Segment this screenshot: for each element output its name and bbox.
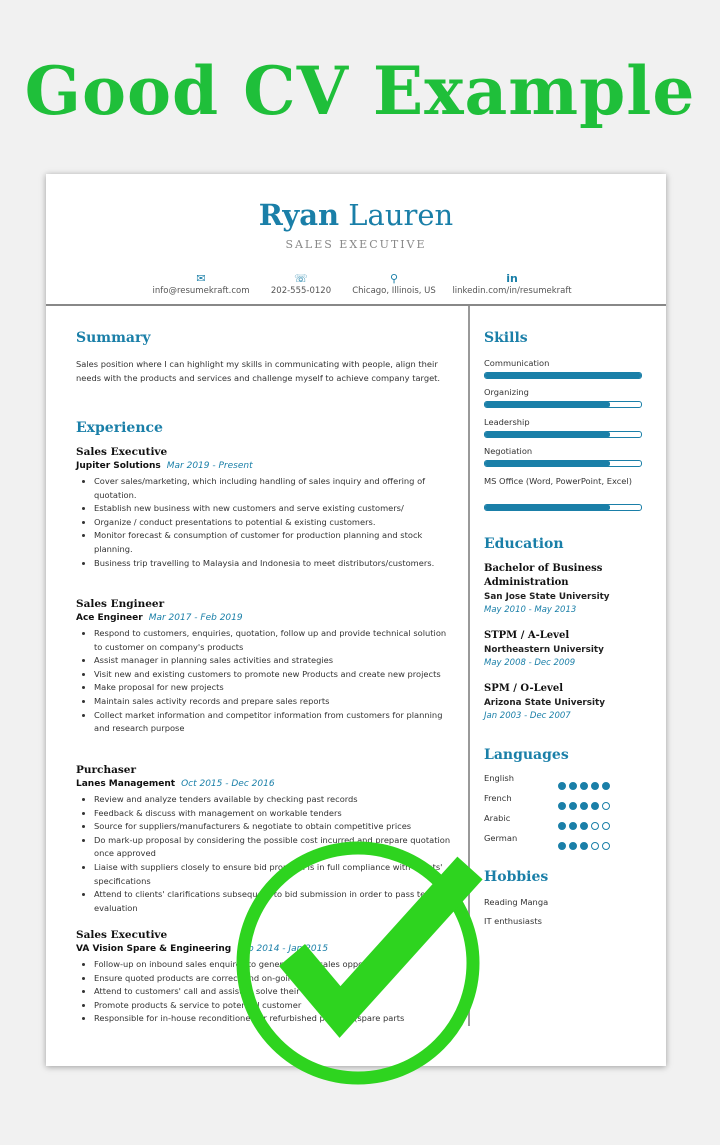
job-company: VA Vision Spare & Engineering xyxy=(76,944,232,954)
job-title: Purchaser xyxy=(76,764,137,776)
skill-label: Organizing xyxy=(484,387,529,397)
education-degree: STPM / A-Level xyxy=(484,630,570,641)
job-company: Lanes Management xyxy=(76,779,176,789)
skill-label: Communication xyxy=(484,358,550,368)
education-degree: SPM / O-Level xyxy=(484,683,564,694)
list-item: • Maintain sales activity records and prepare sales reports xyxy=(94,695,456,709)
list-item: • Visit new and existing customers to promote new Products and create new projects xyxy=(94,668,456,682)
list-item: • Liaise with suppliers closely to ensure bid proposal is in full compliance with clients' specifications xyxy=(94,861,456,888)
list-item: • Cover sales/marketing, which including handling of sales inquiry and offering of quotation. xyxy=(94,475,456,502)
job-dates: Mar 2017 - Feb 2019 xyxy=(148,613,243,623)
languages-heading: Languages xyxy=(484,747,569,763)
list-item: • Establish new business with new customers and serve existing customers/ xyxy=(94,502,456,516)
skill-label: MS Office (Word, PowerPoint, Excel) xyxy=(484,476,632,486)
list-item: • Do mark-up proposal by considering the possible cost incurred and prepare quotation once approved xyxy=(94,834,456,861)
list-item: • Make proposal for new projects xyxy=(94,681,456,695)
education-degree: Bachelor of Business Administration xyxy=(484,563,603,588)
skill-label: Leadership xyxy=(484,417,530,427)
education-dates: May 2010 - May 2013 xyxy=(484,605,577,615)
linkedin-icon: in xyxy=(506,272,518,285)
list-item: • Respond to customers, enquiries, quotation, follow up and provide technical solution to customer on company's products xyxy=(94,627,456,654)
job-dates: Feb 2014 - Jan 2015 xyxy=(237,944,329,954)
linkedin-text: linkedin.com/in/resumekraft xyxy=(452,286,572,296)
email-icon: ✉ xyxy=(196,272,206,285)
job-dates: Mar 2019 - Present xyxy=(166,461,253,471)
job-title: Sales Executive xyxy=(76,929,168,941)
hobbies-heading: Hobbies xyxy=(484,869,549,885)
list-item: • Responsible for in-house reconditioned or refurbished product (spare parts xyxy=(94,1012,456,1026)
list-item: • Attend to customers' call and assist to solve their issues xyxy=(94,985,456,999)
education-dates: May 2008 - Dec 2009 xyxy=(484,658,576,668)
job-title: Sales Executive xyxy=(76,446,168,458)
education-school: Arizona State University xyxy=(484,698,605,708)
hobby-item: IT enthusiasts xyxy=(484,916,542,926)
list-item: • Promote products & service to potential customer xyxy=(94,999,456,1013)
list-item: • Attend to clients' clarifications subsequent to bid submission in order to pass technical evaluation xyxy=(94,888,456,915)
location-pin-icon: ⚲ xyxy=(389,272,399,285)
education-school: Northeastern University xyxy=(484,645,604,655)
language-name: English xyxy=(484,773,514,783)
summary-heading: Summary xyxy=(76,330,151,346)
list-item: • Monitor forecast & consumption of customer for production planning and stock planning. xyxy=(94,529,456,556)
phone-icon: ☏ xyxy=(294,272,308,285)
skills-heading: Skills xyxy=(484,330,528,346)
experience-heading: Experience xyxy=(76,420,163,436)
location-text: Chicago, Illinois, US xyxy=(352,286,436,296)
education-heading: Education xyxy=(484,536,564,552)
email-text: info@resumekraft.com xyxy=(152,286,250,296)
summary-text: Sales position where I can highlight my skills in communicating with people, align their needs with the products and services and challenge myself to achieve company target. xyxy=(76,359,441,383)
phone-text: 202-555-0120 xyxy=(270,286,332,296)
education-dates: Jan 2003 - Dec 2007 xyxy=(484,711,571,721)
language-name: French xyxy=(484,793,512,803)
list-item: • Source for suppliers/manufacturers & negotiate to obtain competitive prices xyxy=(94,820,456,834)
language-name: Arabic xyxy=(484,813,511,823)
first-name: Ryan xyxy=(258,198,340,232)
list-item: • Follow-up on inbound sales enquires to generate new sales opportunities. xyxy=(94,958,456,972)
list-item: • Ensure quoted products are correct and on-going xyxy=(94,972,456,986)
skill-label: Negotiation xyxy=(484,446,533,456)
list-item: • Assist manager in planning sales activities and strategies xyxy=(94,654,456,668)
checkmark-tick xyxy=(292,868,470,1012)
job-title: Sales Engineer xyxy=(76,598,165,610)
list-item: • Review and analyze tenders available by checking past records xyxy=(94,793,456,807)
education-school: San Jose State University xyxy=(484,592,610,602)
job-company: Ace Engineer xyxy=(76,613,143,623)
job-company: Jupiter Solutions xyxy=(76,461,161,471)
page-headline: Good CV Example xyxy=(24,52,696,130)
language-name: German xyxy=(484,833,518,843)
list-item: • Collect market information and competitor information from customers for planning and research purpose xyxy=(94,709,456,736)
list-item: • Organize / conduct presentations to potential & existing customers. xyxy=(94,516,456,530)
hobby-item: Reading Manga xyxy=(484,897,549,907)
last-name: Lauren xyxy=(348,198,454,232)
job-dates: Oct 2015 - Dec 2016 xyxy=(181,779,275,789)
resume-role: SALES EXECUTIVE xyxy=(285,238,427,251)
list-item: • Business trip travelling to Malaysia and Indonesia to meet distributors/customers. xyxy=(94,557,456,571)
list-item: • Feedback & discuss with management on workable tenders xyxy=(94,807,456,821)
